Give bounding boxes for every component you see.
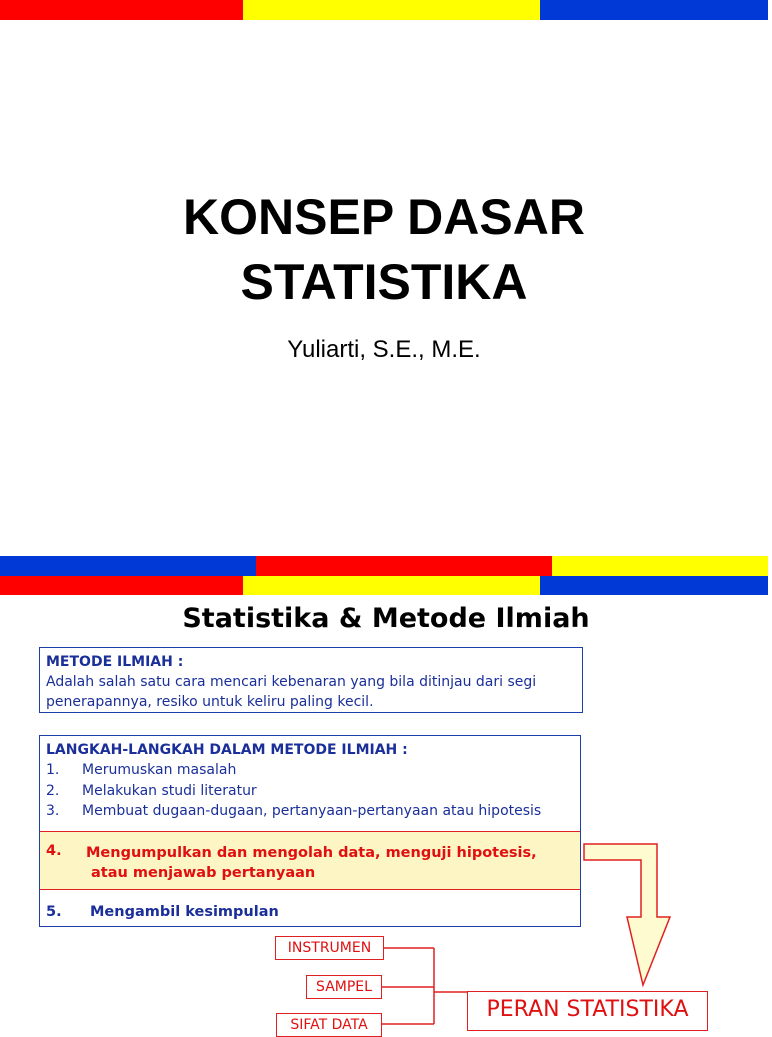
slide1-title-line1: KONSEP DASAR xyxy=(183,189,585,245)
metode-ilmiah-line1: Adalah salah satu cara mencari kebenaran yang bila ditinjau dari segi xyxy=(46,674,537,690)
metode-ilmiah-line2: penerapannya, resiko untuk keliru paling kecil. xyxy=(46,694,374,710)
step-4-line1: Mengumpulkan dan mengolah data, menguji hipotesis, xyxy=(86,845,537,861)
down-arrow-icon xyxy=(584,844,670,985)
step-number: 2. xyxy=(46,782,60,799)
label-sampel: SAMPEL xyxy=(306,975,382,999)
bracket-connector xyxy=(382,948,467,1024)
step-text: Mengambil kesimpulan xyxy=(90,904,279,920)
slide1-author: Yuliarti, S.E., M.E. xyxy=(287,336,481,363)
label-sifat-data: SIFAT DATA xyxy=(276,1013,382,1037)
step-4-line2: atau menjawab pertanyaan xyxy=(91,865,316,881)
step-text: Membuat dugaan-dugaan, pertanyaan-pertanyaan atau hipotesis xyxy=(82,803,542,819)
step-text: Melakukan studi literatur xyxy=(82,782,257,799)
step-text: Merumuskan masalah xyxy=(82,762,237,778)
peran-statistika-box: PERAN STATISTIKA xyxy=(467,991,708,1031)
label-instrumen: INSTRUMEN xyxy=(275,936,384,960)
step-number: 1. xyxy=(46,762,60,778)
step-number: 4. xyxy=(46,843,62,859)
slide1-title-line2: STATISTIKA xyxy=(240,254,528,310)
step-number: 5. xyxy=(46,904,62,920)
metode-ilmiah-heading: METODE ILMIAH : xyxy=(46,654,184,670)
step-number: 3. xyxy=(46,803,60,819)
slide2-title: Statistika & Metode Ilmiah xyxy=(182,603,590,634)
langkah-heading: LANGKAH-LANGKAH DALAM METODE ILMIAH : xyxy=(46,742,408,758)
